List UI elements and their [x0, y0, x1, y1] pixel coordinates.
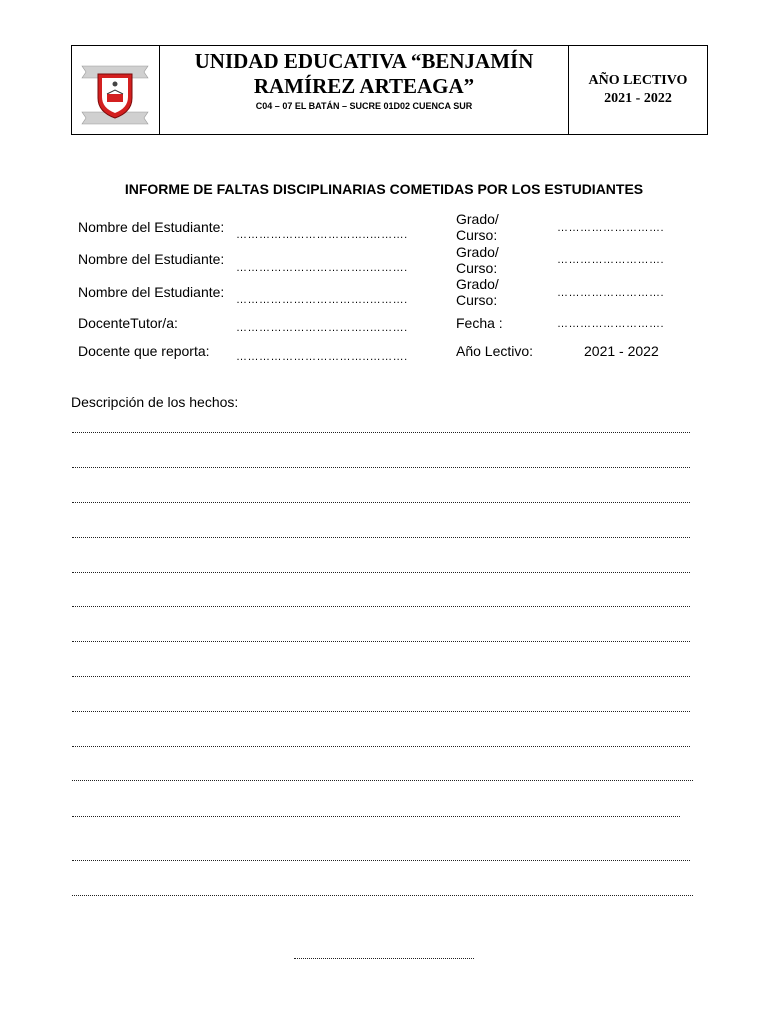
signature-line[interactable]	[294, 958, 474, 959]
school-year-field-value: 2021 - 2022	[584, 343, 659, 359]
date-label: Fecha :	[456, 315, 503, 331]
document-title: INFORME DE FALTAS DISCIPLINARIAS COMETIDAS POR LOS ESTUDIANTES	[124, 181, 644, 197]
student1-label: Nombre del Estudiante:	[78, 219, 225, 235]
description-line[interactable]	[72, 502, 690, 503]
school-year-label: Año Lectivo:	[456, 343, 534, 359]
description-line[interactable]	[72, 537, 690, 538]
description-line[interactable]	[72, 895, 693, 896]
document-header	[71, 45, 708, 135]
institution-cell	[160, 46, 569, 134]
description-line[interactable]	[72, 572, 690, 573]
institution-name: UNIDAD EDUCATIVA “BENJAMÍN RAMÍREZ ARTEAGA”	[194, 49, 534, 98]
institution-address: C04 – 07 EL BATÁN – SUCRE 01D02 CUENCA SUR	[255, 101, 473, 111]
school-year-value: 2021 - 2022	[604, 91, 672, 106]
grade3-field[interactable]: ……………………….	[557, 287, 665, 299]
description-line[interactable]	[72, 816, 680, 817]
student3-label: Nombre del Estudiante:	[78, 284, 225, 300]
grade3-label: Grado/ Curso:	[456, 276, 499, 308]
student2-label: Nombre del Estudiante:	[78, 251, 225, 267]
description-line[interactable]	[72, 676, 690, 677]
grade2-field[interactable]: ……………………….	[557, 254, 665, 266]
date-field[interactable]: ……………………….	[557, 318, 665, 330]
tutor-field[interactable]: ……………………………..……….	[236, 322, 408, 334]
reporter-label: Docente que reporta:	[78, 343, 210, 359]
description-line[interactable]	[72, 467, 690, 468]
school-crest-icon	[76, 52, 154, 130]
school-year-heading: AÑO LECTIVO	[588, 73, 688, 88]
description-line[interactable]	[72, 746, 690, 747]
description-line[interactable]	[72, 860, 690, 861]
grade1-field[interactable]: ……………………….	[557, 222, 665, 234]
school-year-cell	[569, 46, 707, 134]
student3-field[interactable]: ……………………………..……….	[236, 294, 408, 306]
description-line[interactable]	[72, 432, 690, 433]
reporter-field[interactable]: ……………………………..……….	[236, 351, 408, 363]
student2-field[interactable]: ……………………………..……….	[236, 262, 408, 274]
logo-cell	[72, 46, 160, 134]
description-line[interactable]	[72, 641, 690, 642]
grade1-label: Grado/ Curso:	[456, 211, 499, 243]
grade2-label: Grado/ Curso:	[456, 244, 499, 276]
description-line[interactable]	[72, 606, 690, 607]
description-line[interactable]	[72, 711, 690, 712]
description-label: Descripción de los hechos:	[71, 394, 239, 410]
description-line[interactable]	[72, 780, 693, 781]
student1-field[interactable]: ……………………………..……….	[236, 229, 408, 241]
tutor-label: DocenteTutor/a:	[78, 315, 178, 331]
